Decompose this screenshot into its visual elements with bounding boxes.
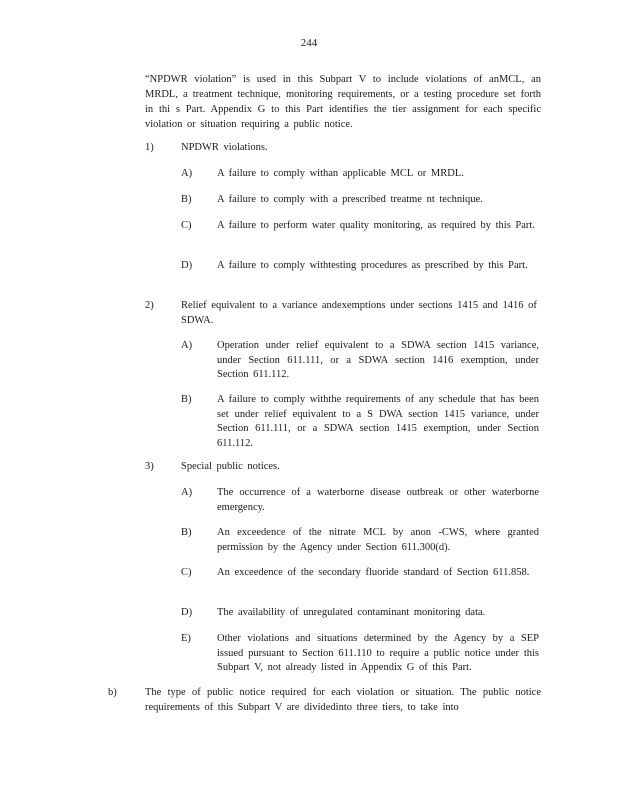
section-1-heading: NPDWR violations. xyxy=(181,142,268,153)
item-label: B) xyxy=(181,394,192,405)
item-text: A failure to comply withtesting procedures as prescribed by this Part. xyxy=(217,260,528,271)
section-2-heading: Relief equivalent to a variance andexemptions under sections 1415 and 1416 of SDWA. xyxy=(181,300,537,326)
item-text: A failure to perform water quality monitoring, as required by this Part. xyxy=(217,220,535,231)
item-text: The occurrence of a waterborne disease outbreak or other waterborne emergency. xyxy=(217,487,539,513)
item-label: B) xyxy=(181,194,192,205)
item-text: An exceedence of the secondary fluoride standard of Section 611.858. xyxy=(217,567,530,578)
item-label: D) xyxy=(181,607,193,618)
item-text: An exceedence of the nitrate MCL by anon -CWS, where granted permission by the Agency under Section 611.300(d). xyxy=(217,527,539,553)
section-1-label: 1) xyxy=(145,142,154,153)
item-label: E) xyxy=(181,633,191,644)
item-label: A) xyxy=(181,487,193,498)
section-2-label: 2) xyxy=(145,300,154,311)
paragraph-b-text: The type of public notice required for each violation or situation. The public notice requirements of this Subpart V are dividedinto three tiers, to take into xyxy=(145,687,541,713)
item-label: A) xyxy=(181,340,193,351)
item-text: The availability of unregulated contaminant monitoring data. xyxy=(217,607,486,618)
item-label: C) xyxy=(181,220,192,231)
item-text: A failure to comply with a prescribed treatme nt technique. xyxy=(217,194,483,205)
item-label: C) xyxy=(181,567,192,578)
item-text: Other violations and situations determined by the Agency by a SEP issued pursuant to Section 611.110 to require a public notice under this Subpart V, not already listed in Appendix G of this Part. xyxy=(217,633,539,673)
item-text: Operation under relief equivalent to a SDWA section 1415 variance, under Section 611.111, or a SDWA section 1416 exemption, under Section 611.112. xyxy=(217,340,539,380)
item-label: B) xyxy=(181,527,192,538)
item-text: A failure to comply withthe requirements of any schedule that has been set under relief equivalent to a S DWA section 1415 variance, under Section 611.111, or a SDWA section 1415 exemption, under Section 611.112. xyxy=(217,394,539,449)
section-3-label: 3) xyxy=(145,461,154,472)
intro-paragraph: “NPDWR violation” is used in this Subpart V to include violations of anMCL, an MRDL, a treatment technique, monitoring requirements, or a testing procedure set forth in thi s Part. Appendix G to this Part identifies the tier assignment for each specific violation or situation requiring a public notice. xyxy=(145,74,541,130)
paragraph-b-label: b) xyxy=(108,687,117,698)
section-3-heading: Special public notices. xyxy=(181,461,280,472)
page-number: 244 xyxy=(300,37,318,49)
item-text: A failure to comply withan applicable MCL or MRDL. xyxy=(217,168,464,179)
item-label: A) xyxy=(181,168,193,179)
item-label: D) xyxy=(181,260,193,271)
